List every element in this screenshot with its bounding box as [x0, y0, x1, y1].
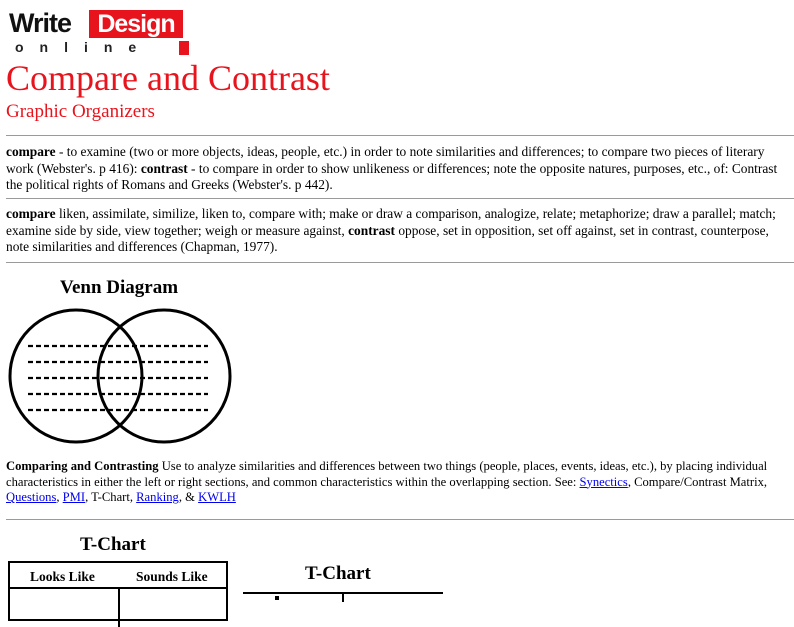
- logo-word-write: Write: [9, 8, 72, 38]
- divider: [6, 262, 794, 263]
- definition-compare-text: - to examine (two or more objects, ideas, people, etc.) in order to note similarities and differences; to compare two pieces of literary work (Webster's. p 416):: [6, 144, 765, 176]
- synonyms-compare-text: liken, assimilate, similize, liken to, compare with; make or draw a comparison, analogize, relate; metaphorize; draw a parallel; match; examine side by side, view together; weigh or measure against,: [6, 206, 776, 238]
- page-title: Compare and Contrast: [6, 58, 330, 98]
- tchart-blank-center-line: [342, 592, 344, 602]
- logo-word-design: Design: [89, 10, 183, 38]
- venn-right-circle: [98, 310, 230, 442]
- term-contrast: contrast: [140, 160, 188, 176]
- link-pmi[interactable]: PMI: [62, 490, 86, 504]
- venn-dashed-lines: [28, 346, 208, 410]
- page-subtitle: Graphic Organizers: [6, 101, 155, 122]
- divider: [6, 519, 794, 520]
- tchart-header-looks-like: Looks Like: [30, 569, 95, 584]
- separator: ,: [56, 490, 63, 504]
- separator: , &: [178, 490, 199, 504]
- tchart-center-line: [118, 587, 120, 627]
- comparing-contrasting-description: [6, 459, 788, 506]
- tchart-blank-mark: [275, 596, 279, 600]
- separator: , T-Chart,: [85, 490, 137, 504]
- separator: , Compare/Contrast Matrix,: [627, 474, 768, 489]
- tchart-header-sounds-like: Sounds Like: [136, 569, 208, 584]
- venn-left-circle: [10, 310, 142, 442]
- link-questions[interactable]: Questions: [6, 490, 57, 504]
- definition-webster: [6, 144, 788, 194]
- site-logo[interactable]: [9, 8, 184, 54]
- venn-diagram: [0, 300, 240, 448]
- term-contrast: contrast: [348, 222, 395, 238]
- tchart-blank-title: T-Chart: [305, 563, 371, 584]
- synonyms-contrast-text: oppose, set in opposition, set off against, set in contrast, counterpose, note similarities and differences (Chapman, 1977).: [6, 222, 769, 254]
- comparing-text: Use to analyze similarities and differences between two things (people, places, events, ideas, etc.), by placing individual characteristics in either the left or right sections, and common characteristics within the overlapping section. See:: [6, 459, 768, 489]
- logo-accent-bar: [179, 41, 189, 55]
- logo-word-online: online: [15, 39, 153, 55]
- divider: [6, 135, 794, 136]
- definition-chapman: [6, 206, 788, 256]
- link-kwlh[interactable]: KWLH: [198, 490, 236, 504]
- link-synectics[interactable]: Synectics: [579, 474, 628, 489]
- divider: [6, 198, 794, 199]
- tchart-looks-sounds-title: T-Chart: [80, 534, 146, 555]
- definition-contrast-text: - to compare in order to show unlikeness or differences; note the opposite natures, purposes, etc., of: Contrast the political rights of Romans and Greeks (Webster's. p 442).: [6, 160, 778, 192]
- comparing-heading: Comparing and Contrasting: [6, 459, 159, 473]
- tchart-looks-sounds: [8, 561, 228, 621]
- term-compare: compare: [6, 144, 56, 159]
- term-compare: compare: [6, 206, 56, 221]
- link-ranking[interactable]: Ranking: [136, 490, 179, 504]
- venn-diagram-title: Venn Diagram: [60, 277, 179, 298]
